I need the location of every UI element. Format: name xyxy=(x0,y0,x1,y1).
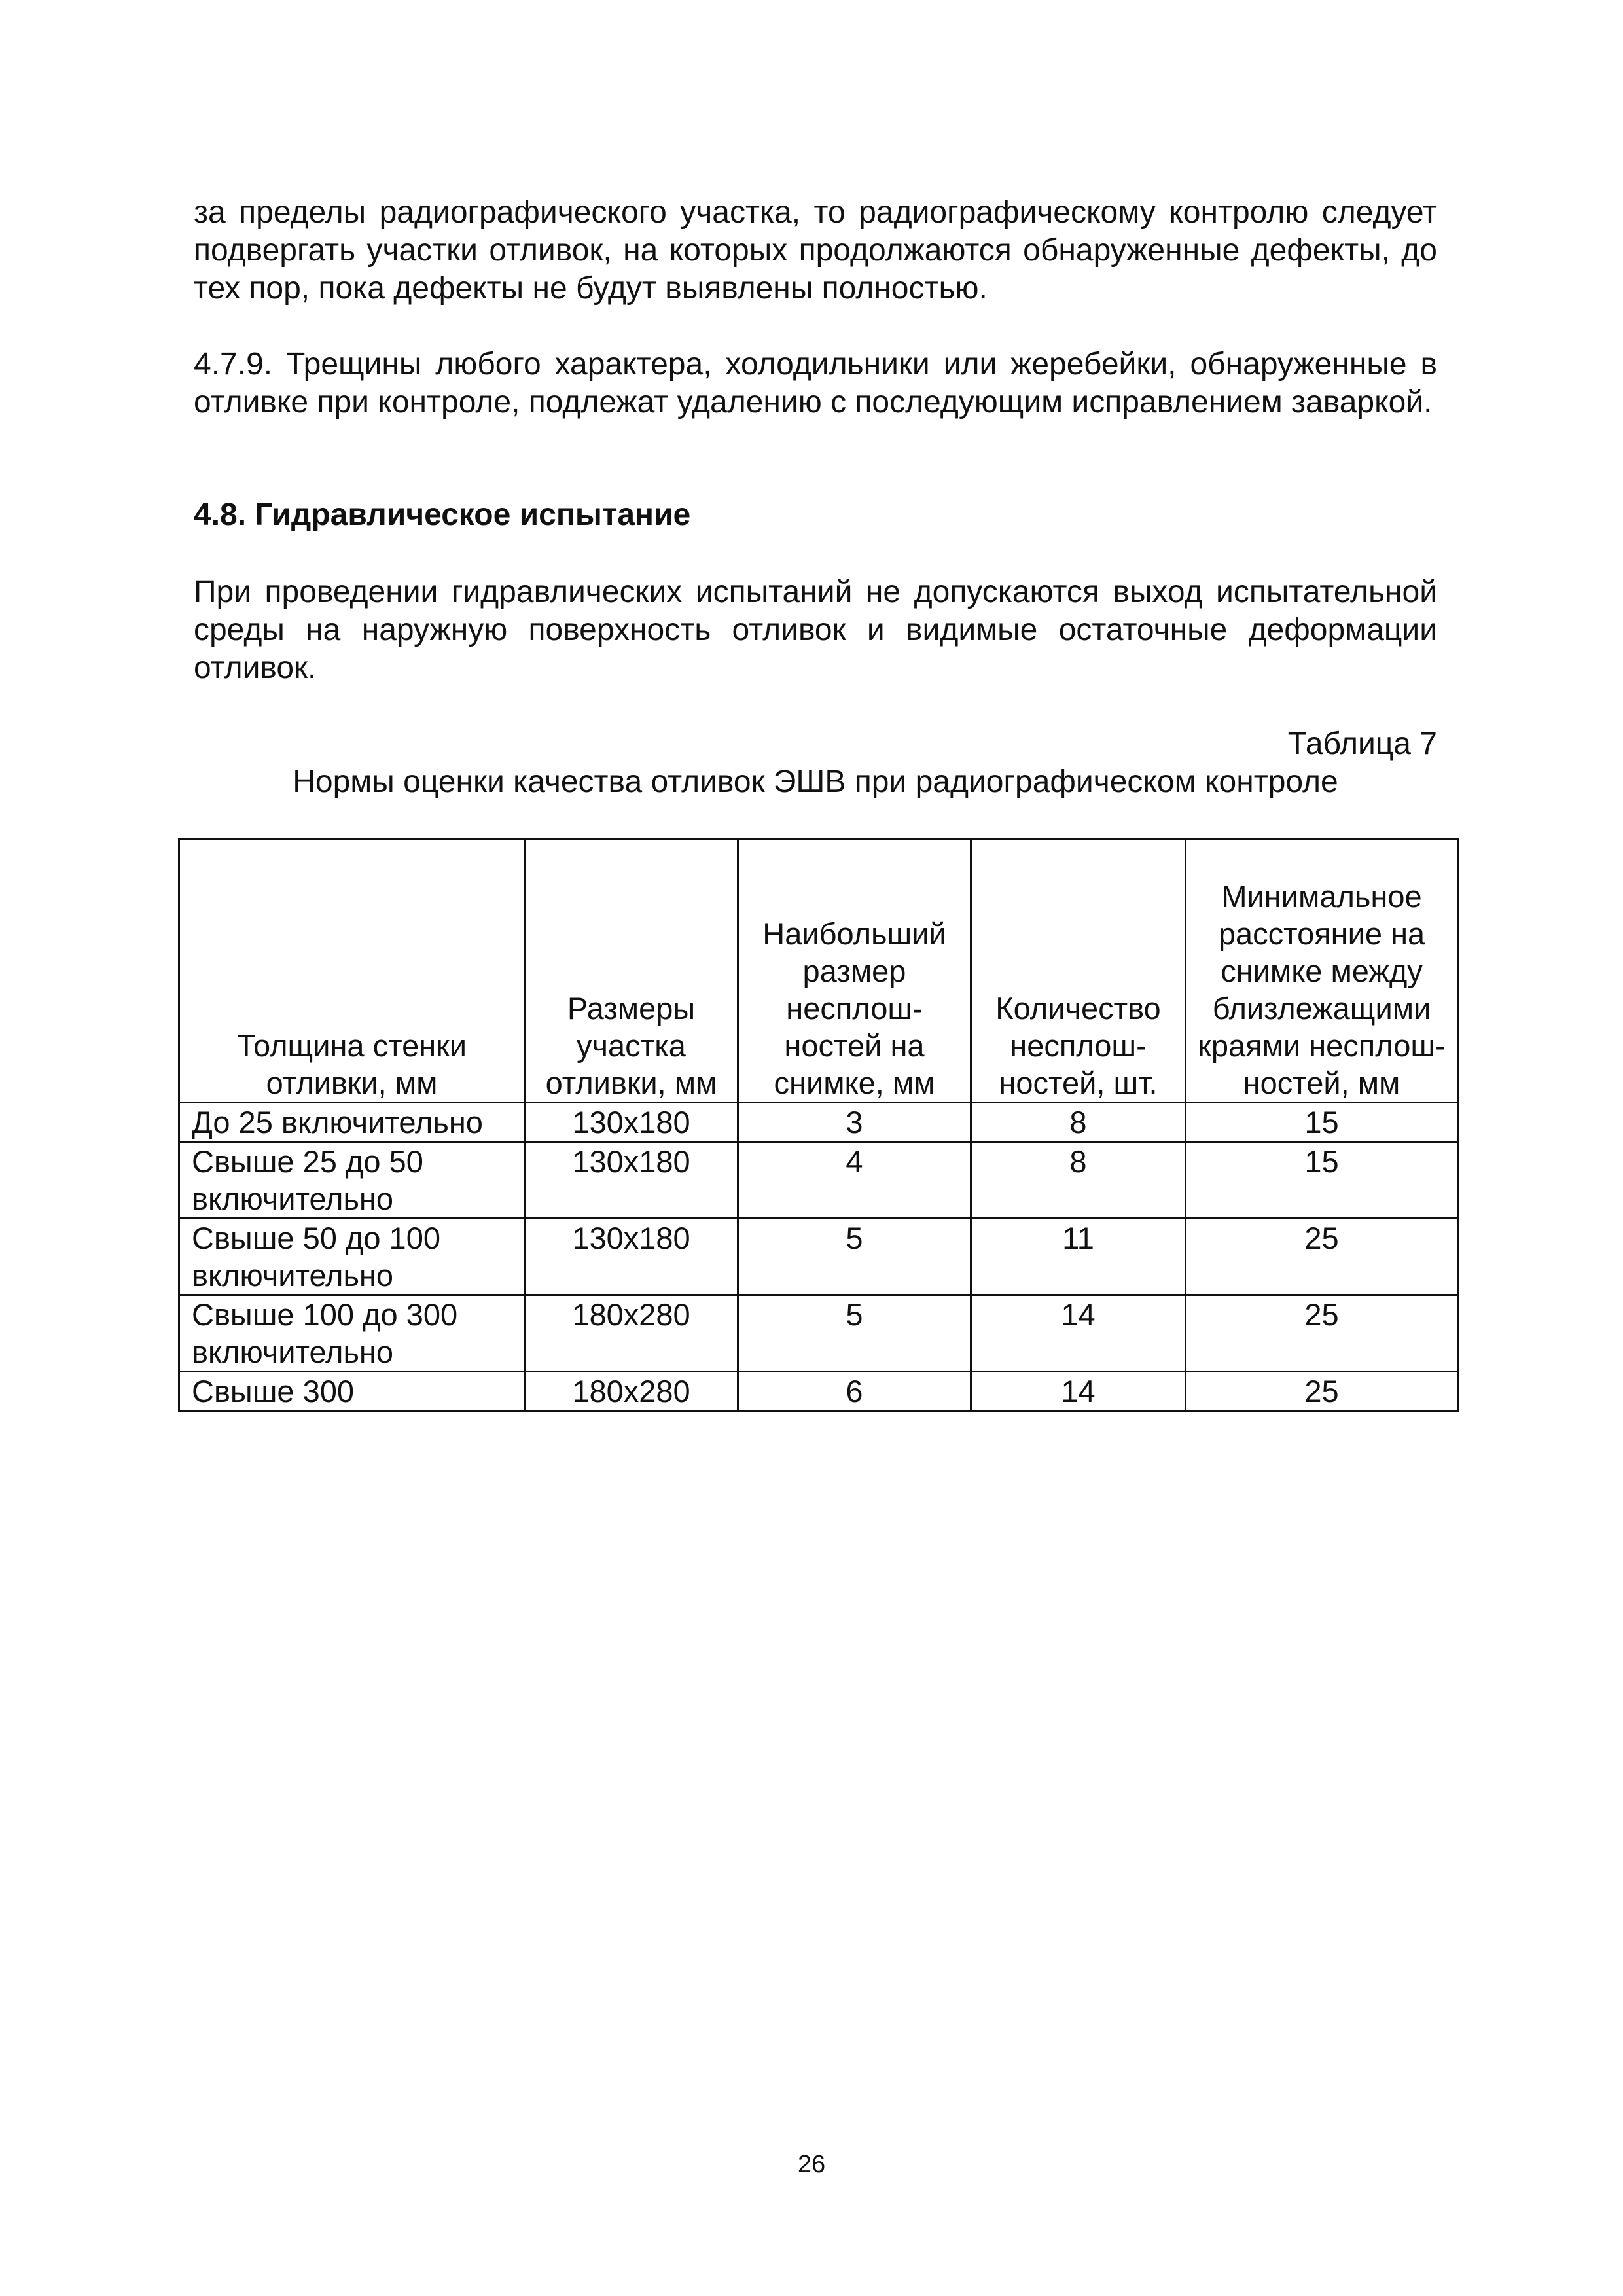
cell-wall-thickness: Свыше 50 до 100 включительно xyxy=(179,1219,525,1295)
cell-max-defect-size: 5 xyxy=(738,1219,971,1295)
table-row xyxy=(179,1219,1458,1295)
paragraph-continuation: за пределы радиографического участка, то радиографическому контролю следует подвергать участки отливок, на которых продолжаются обнаруженные дефекты, до тех пор, пока дефекты не будут выявлены полностью. xyxy=(194,195,1437,306)
cell-max-defect-size: 4 xyxy=(738,1142,971,1219)
table-row xyxy=(179,1103,1458,1142)
cell-defect-count: 8 xyxy=(971,1142,1186,1219)
cell-max-defect-size: 6 xyxy=(738,1372,971,1411)
header-min-distance: Минимальное расстояние на снимке между близлежащими краями несплош-ностей, мм xyxy=(1186,839,1458,1103)
cell-area-size: 130x180 xyxy=(525,1142,738,1219)
cell-wall-thickness: До 25 включительно xyxy=(179,1103,525,1142)
header-wall-thickness: Толщина стенки отливки, мм xyxy=(179,839,525,1103)
cell-max-defect-size: 5 xyxy=(738,1295,971,1372)
header-defect-count: Количество несплош-ностей, шт. xyxy=(971,839,1186,1103)
cell-defect-count: 11 xyxy=(971,1219,1186,1295)
cell-area-size: 180x280 xyxy=(525,1372,738,1411)
header-max-defect-size: Наибольший размер несплош-ностей на снимке, мм xyxy=(738,839,971,1103)
cell-area-size: 130x180 xyxy=(525,1103,738,1142)
table-row xyxy=(179,1372,1458,1411)
cell-wall-thickness: Свыше 300 xyxy=(179,1372,525,1411)
table-title: Нормы оценки качества отливок ЭШВ при радиографическом контроле xyxy=(293,764,1338,799)
table-row xyxy=(179,1295,1458,1372)
cell-min-distance: 25 xyxy=(1186,1219,1458,1295)
cell-min-distance: 15 xyxy=(1186,1142,1458,1219)
cell-area-size: 180x280 xyxy=(525,1295,738,1372)
cell-min-distance: 15 xyxy=(1186,1103,1458,1142)
cell-min-distance: 25 xyxy=(1186,1295,1458,1372)
cell-min-distance: 25 xyxy=(1186,1372,1458,1411)
header-area-size: Размеры участка отливки, мм xyxy=(525,839,738,1103)
cell-defect-count: 14 xyxy=(971,1372,1186,1411)
cell-defect-count: 8 xyxy=(971,1103,1186,1142)
section-heading: 4.8. Гидравлическое испытание xyxy=(194,497,691,532)
cell-defect-count: 14 xyxy=(971,1295,1186,1372)
cell-area-size: 130x180 xyxy=(525,1219,738,1295)
paragraph-hydraulic-test: При проведении гидравлических испытаний не допускаются выход испытательной среды на наружную поверхность отливок и видимые остаточные деформации отливок. xyxy=(194,575,1437,685)
paragraph-4-7-9: 4.7.9. Трещины любого характера, холодильники или жеребейки, обнаруженные в отливке при контроле, подлежат удалению с последующим исправлением заваркой. xyxy=(194,347,1437,420)
cell-wall-thickness: Свыше 25 до 50 включительно xyxy=(179,1142,525,1219)
quality-norms-table xyxy=(178,838,1459,1412)
cell-max-defect-size: 3 xyxy=(738,1103,971,1142)
table-number: Таблица 7 xyxy=(1287,726,1437,761)
table-header-row xyxy=(179,839,1458,1103)
cell-wall-thickness: Свыше 100 до 300 включительно xyxy=(179,1295,525,1372)
table-row xyxy=(179,1142,1458,1219)
page-number: 26 xyxy=(797,2151,826,2178)
